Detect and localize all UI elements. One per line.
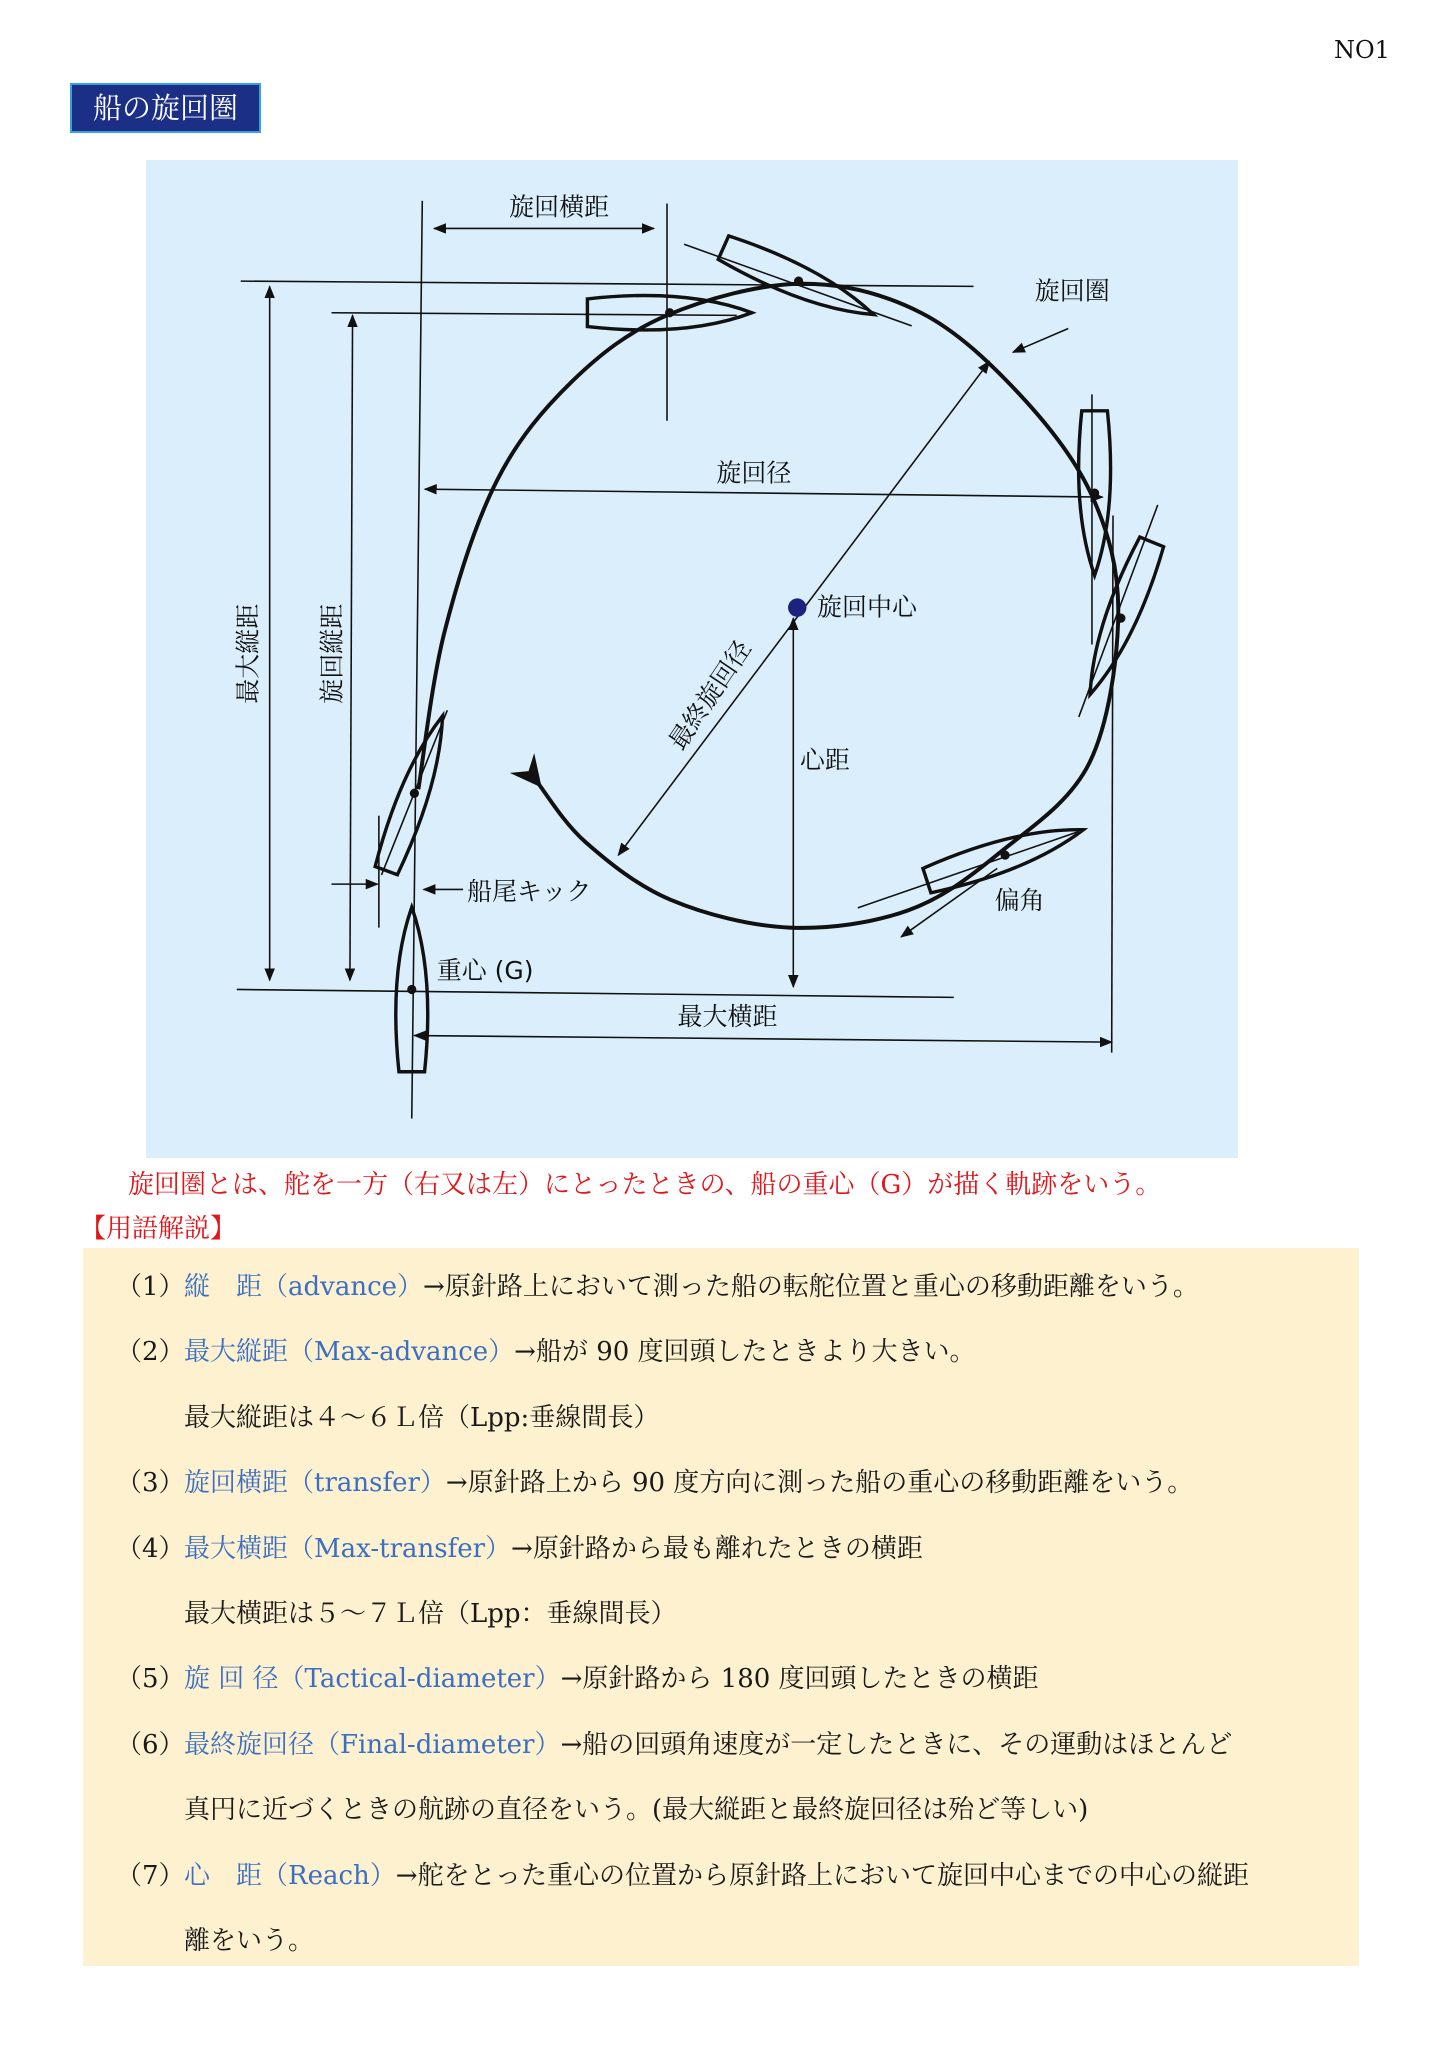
label-tactical-diameter: 旋回径 xyxy=(716,458,792,488)
original-course-line xyxy=(412,201,423,1119)
glossary-text-wrap xyxy=(184,1266,1199,1303)
ship-outline xyxy=(396,907,428,1072)
glossary-text-wrap xyxy=(184,1658,1039,1695)
glossary-term: 最大横距（Max-transfer） xyxy=(184,1533,512,1564)
diagram-svg xyxy=(146,160,1238,1158)
advance-arrow xyxy=(350,315,353,980)
glossary-text-wrap xyxy=(184,1462,1193,1499)
glossary-description: →船の回頭角速度が一定したときに、その運動はほとんど xyxy=(560,1729,1233,1760)
label-advance: 旋回縦距 xyxy=(317,603,347,704)
glossary-text-wrap xyxy=(184,1855,1249,1892)
glossary-term: 旋 回 径（Tactical-diameter） xyxy=(184,1664,561,1695)
glossary-number: （2） xyxy=(116,1337,185,1368)
glossary-text-wrap xyxy=(184,1920,314,1957)
glossary-number: （4） xyxy=(116,1533,185,1564)
glossary-number: （6） xyxy=(116,1729,185,1760)
label-turning-circle: 旋回圏 xyxy=(1034,276,1110,306)
glossary-box xyxy=(83,1248,1359,1966)
label-center-of-gravity: 重心 (G) xyxy=(436,955,534,985)
glossary-term: 心 距（Reach） xyxy=(184,1860,396,1891)
label-kick: 船尾キック xyxy=(467,876,592,906)
label-max-transfer: 最大横距 xyxy=(677,1002,778,1032)
glossary-description: 真円に近づくときの航跡の直径をいう。(最大縦距と最終旋回径は殆ど等しい) xyxy=(184,1795,1089,1826)
glossary-heading: 【用語解説】 xyxy=(80,1214,237,1244)
glossary-text-wrap xyxy=(184,1789,1088,1826)
label-turning-center: 旋回中心 xyxy=(816,592,917,622)
glossary-text-wrap xyxy=(184,1528,923,1565)
ship-outline xyxy=(1079,411,1111,576)
glossary-number: （7） xyxy=(116,1860,185,1891)
glossary-term: 最終旋回径（Final-diameter） xyxy=(184,1729,561,1760)
glossary-number: （5） xyxy=(116,1664,185,1695)
turning-track xyxy=(418,284,1118,928)
ship-outline xyxy=(922,815,1088,896)
glossary-text-wrap xyxy=(184,1331,976,1368)
glossary-text-wrap xyxy=(184,1593,677,1630)
glossary-description: →原針路から 180 度回頭したときの横距 xyxy=(560,1664,1039,1695)
glossary-description: →船が 90 度回頭したときより大きい。 xyxy=(514,1337,976,1368)
label-drift-angle: 偏角 xyxy=(994,886,1045,916)
glossary-term: 旋回横距（transfer） xyxy=(184,1468,446,1499)
glossary-description: →舵をとった重心の位置から原針路上において旋回中心までの中心の縦距 xyxy=(395,1860,1250,1891)
page-number: NO1 xyxy=(1334,36,1390,64)
glossary-description: 離をいう。 xyxy=(184,1926,315,1956)
max-advance-reference-line xyxy=(241,281,974,286)
baseline xyxy=(237,989,954,997)
glossary-term: 縦 距（advance） xyxy=(184,1272,424,1302)
label-transfer: 旋回横距 xyxy=(509,192,610,222)
glossary-description: →原針路から最も離れたときの横距 xyxy=(511,1533,923,1564)
glossary-text-wrap xyxy=(184,1724,1232,1761)
definition-sentence: 旋回圏とは、舵を一方（右又は左）にとったときの、船の重心（G）が描く軌跡をいう。 xyxy=(128,1170,1162,1200)
label-final-diameter: 最終旋回径 xyxy=(662,635,757,756)
page-title: 船の旋回圏 xyxy=(70,83,261,133)
turning-center-dot xyxy=(788,598,806,616)
label-reach: 心距 xyxy=(799,745,850,775)
heading-line xyxy=(858,831,1079,907)
glossary-term: 最大縦距（Max-advance） xyxy=(184,1337,515,1368)
label-max-advance: 最大縦距 xyxy=(233,603,263,704)
max-transfer-arrow xyxy=(414,1036,1111,1043)
glossary-description: →原針路上において測った船の転舵位置と重心の移動距離をいう。 xyxy=(423,1272,1199,1302)
glossary-description: 最大横距は５～７Ｌ倍（Lpp：垂線間長） xyxy=(184,1599,677,1629)
ship-center-point xyxy=(407,985,416,994)
turning-circle-pointer-arrow xyxy=(1013,329,1068,353)
glossary-text-wrap xyxy=(184,1397,659,1434)
glossary-number: （1） xyxy=(116,1272,185,1302)
turning-circle-diagram xyxy=(146,160,1238,1158)
glossary-description: →原針路上から 90 度方向に測った船の重心の移動距離をいう。 xyxy=(445,1468,1194,1499)
glossary-number: （3） xyxy=(116,1468,185,1499)
glossary-description: 最大縦距は４～６Ｌ倍（Lpp:垂線間長） xyxy=(184,1402,660,1433)
tactical-diameter-arrow xyxy=(425,489,1103,497)
